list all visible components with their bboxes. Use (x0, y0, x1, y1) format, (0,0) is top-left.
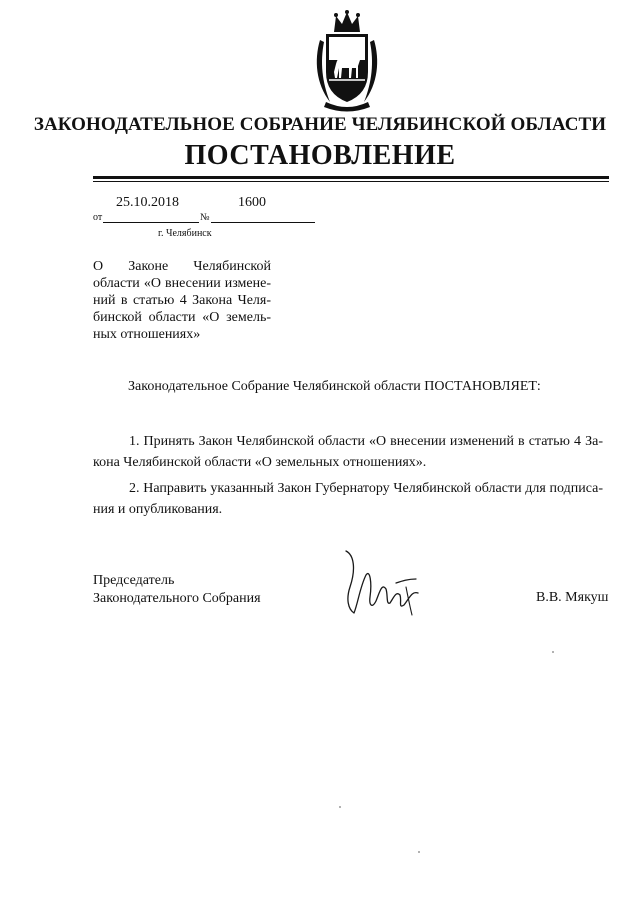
signatory-title-line-2: Законодательного Собрания (93, 591, 261, 606)
number-underline (211, 222, 315, 223)
resolution-intro: Законодательное Собрание Челябинской области ПОСТАНОВЛЯЕТ: (128, 379, 541, 394)
header-divider-thin (93, 181, 609, 182)
subject-line: О Законе Челябинской (93, 259, 271, 274)
document-subject (93, 258, 271, 343)
signatory-title-line-1: Председатель (93, 573, 175, 588)
header-divider-thick (93, 176, 609, 179)
signatory-title (93, 572, 261, 608)
scan-speck (418, 851, 420, 853)
subject-line: ний в статью 4 Закона Челя- (93, 293, 271, 308)
scan-speck (339, 806, 341, 808)
resolution-item-2 (93, 478, 603, 520)
organization-title: ЗАКОНОДАТЕЛЬНОЕ СОБРАНИЕ ЧЕЛЯБИНСКОЙ ОБЛАСТИ (33, 114, 607, 135)
document-number: 1600 (238, 195, 266, 210)
handwritten-signature-icon (336, 547, 432, 617)
date-label: от (93, 212, 103, 223)
subject-line: ных отношениях» (93, 327, 201, 342)
signatory-name: В.В. Мякуш (536, 590, 609, 605)
paragraph-line: кона Челябинской области «О земельных отношениях». (93, 455, 427, 470)
subject-line: бинской области «О земель- (93, 310, 271, 325)
paragraph-line: 1. Принять Закон Челябинской области «О внесении изменений в статью 4 За- (129, 434, 603, 449)
chelyabinsk-coat-of-arms-icon (312, 10, 382, 114)
city-label: г. Челябинск (158, 228, 212, 239)
paragraph-line: 2. Направить указанный Закон Губернатору Челябинской области для подписа- (129, 481, 603, 496)
subject-line: области «О внесении измене- (93, 276, 271, 291)
date-underline (103, 222, 199, 223)
resolution-item-1 (93, 431, 603, 473)
scan-speck (552, 651, 554, 653)
document-type-heading: ПОСТАНОВЛЕНИЕ (184, 140, 456, 171)
number-label: № (200, 212, 210, 223)
document-date: 25.10.2018 (116, 195, 179, 210)
paragraph-line: ния и опубликования. (93, 502, 223, 517)
